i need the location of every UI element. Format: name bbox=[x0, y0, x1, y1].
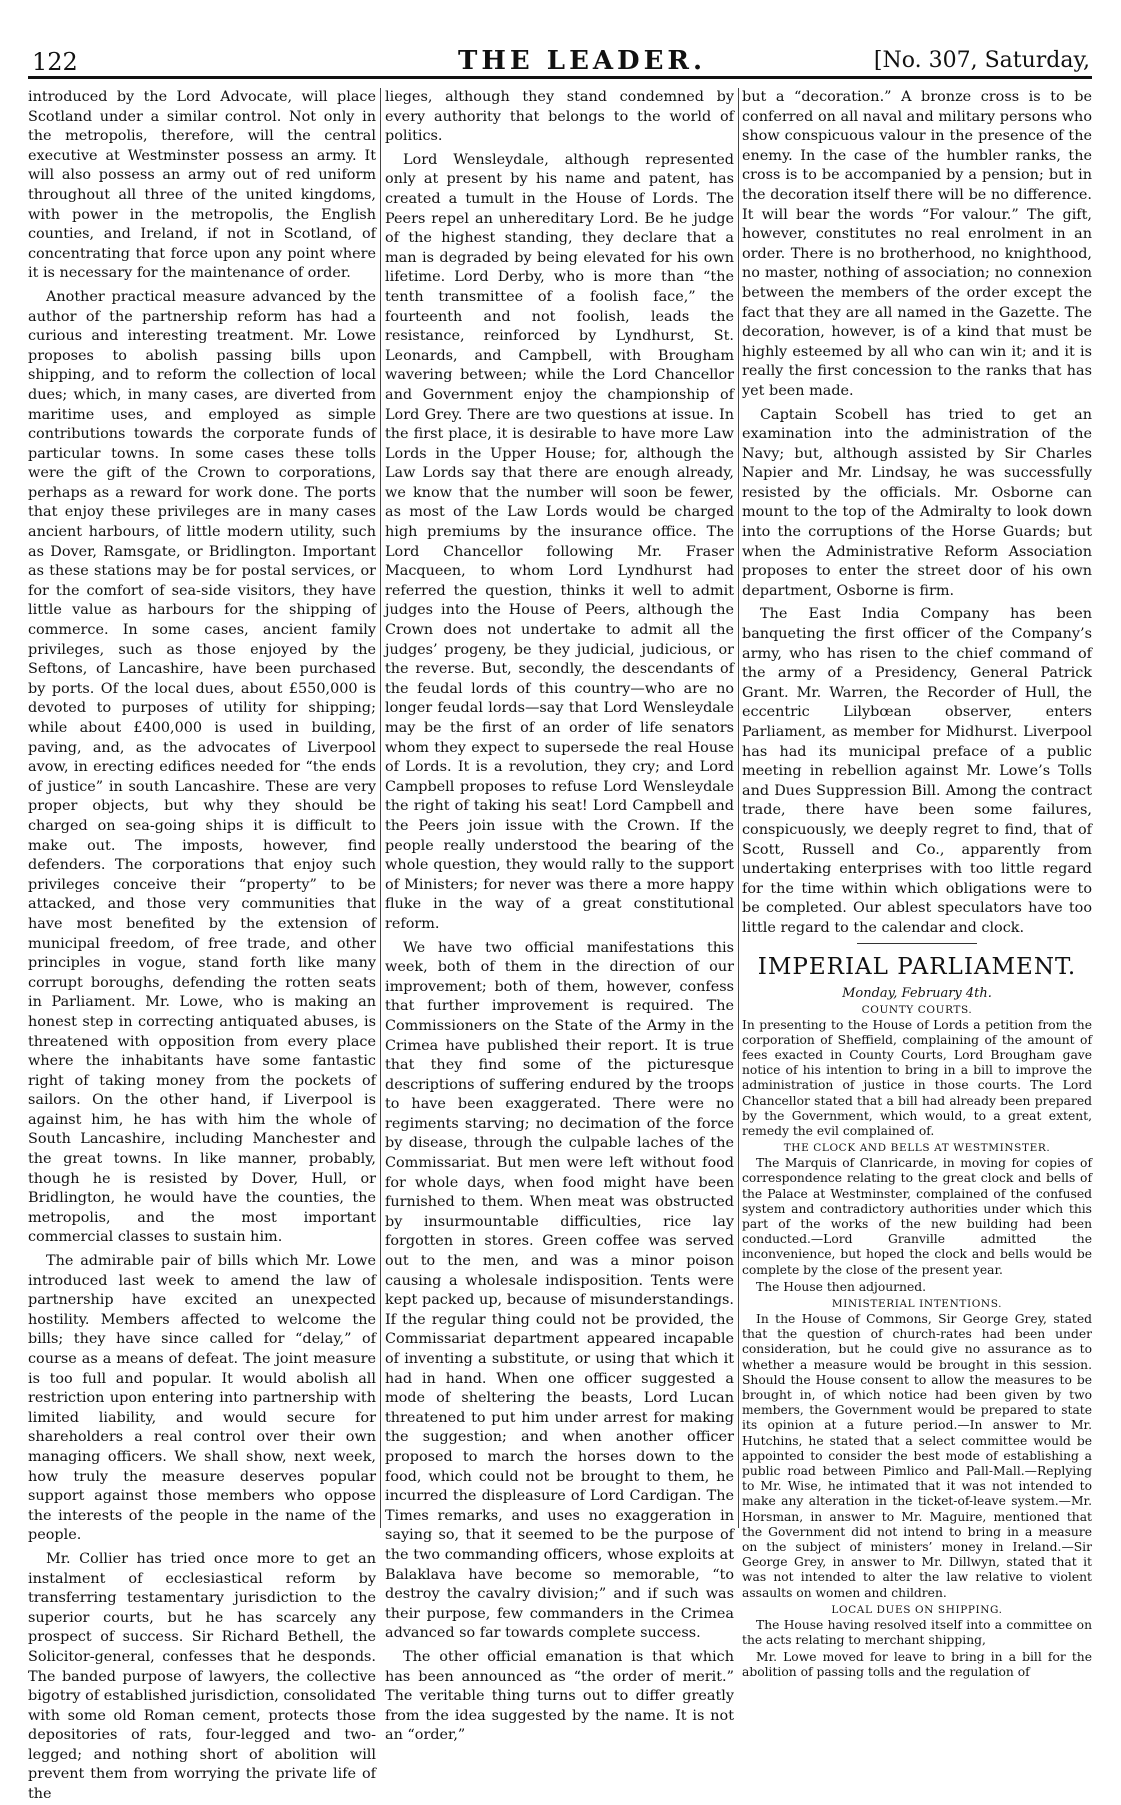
section-date: Monday, February 4th. bbox=[842, 985, 992, 1001]
subheading: MINISTERIAL INTENTIONS. bbox=[831, 1297, 1003, 1310]
parliament-report bbox=[742, 1003, 1092, 1681]
paragraph: In the House of Commons, Sir George Grey, stated that the question of church-rates had been under consideration, but he could give no assurance as to whether a measure would be brought in this session. Should the House consent to allow the measures to be brought in, of which notice had been given by two members, the Government would be prepared to state its opinion at a future period.—In answer to Mr. Hutchins, he stated that a select committee would be appointed to consider the best mode of establishing a public road between Pimlico and Pall-Mall.—Replying to Mr. Wise, he intimated that it was not intended to make any alteration in the ticket-of-leave system.—Mr. Horsman, in answer to Mr. Maguire, mentioned that the Government did not intend to bring in a measure on the subject of ministers’ money in Ireland.—Sir George Grey, in answer to Mr. Dillwyn, stated that it was not intended to alter the law relative to violent assaults on women and children. bbox=[742, 1311, 1092, 1600]
subheading: COUNTY COURTS. bbox=[861, 1003, 973, 1016]
paragraph: Mr. Lowe moved for leave to bring in a bill for the abolition of passing tolls and the regulation of bbox=[742, 1650, 1092, 1680]
column-divider bbox=[380, 88, 381, 1528]
section-rule bbox=[857, 943, 977, 944]
column-1 bbox=[28, 88, 376, 1803]
paragraph: Mr. Collier has tried once more to get an instalment of ecclesiastical reform by transferring testamentary jurisdiction to the superior courts, but he has scarcely any prospect of success. Sir Richard Bethell, the Solicitor-general, confesses that he desponds. The banded purpose of lawyers, the collective bigotry of established jurisdiction, consolidated with some old Roman cement, protects those depositories of rats, four-legged and two-legged; and nothing short of abolition will prevent them from worrying the private life of the bbox=[28, 1550, 376, 1803]
column-2 bbox=[385, 88, 734, 1744]
column-3 bbox=[742, 88, 1092, 1680]
paragraph: The admirable pair of bills which Mr. Lowe introduced last week to amend the law of partnership have excited an unexpected hostility. Members affected to welcome the bills; they have since called for “delay,” of course as a means of defeat. The joint measure is too full and popular. It would abolish all restriction upon entering into partnership with limited liability, and would secure for shareholders a real control over their own managing officers. We shall show, next week, how truly the measure deserves popular support against those members who oppose the interests of the people in the name of the people. bbox=[28, 1253, 376, 1544]
paragraph: lieges, although they stand condemned by every authority that belongs to the world of politics. bbox=[385, 89, 734, 145]
column-divider bbox=[738, 88, 739, 1528]
header-rule bbox=[28, 76, 1092, 79]
paragraph: Another practical measure advanced by the author of the partnership reform has had a curious and interesting treatment. Mr. Lowe proposes to abolish passing bills upon shipping, and to reform the collection of local dues; which, in many cases, are diverted from maritime uses, and employed as simple contributions towards the corporate funds of particular towns. In some cases these tolls were the gift of the Crown to corporations, perhaps as a reward for work done. The ports that enjoy these privileges are in many cases ancient harbours, of little modern utility, such as Dover, Ramsgate, or Bridlington. Important as these stations may be for postal services, or for the comfort of sea-side visitors, they have little value as harbours for the shipping of commerce. In some cases, ancient family privileges, such as those enjoyed by the Seftons, of Lancashire, have been purchased by ports. Of the local dues, about £550,000 is devoted to purposes of utility for shipping; while about £400,000 is used in building, paving, and, as the advocates of Liverpool avow, in erecting edifices needed for “the ends of justice” in south Lancashire. These are very proper objects, but why they should be charged on sea-going ships it is difficult to make out. The imposts, however, find defenders. The corporations that enjoy such privileges conceive their “property” to be attacked, and those very communities that have most benefited by the extension of municipal freedom, of free trade, and other principles in vogue, stand forth like many corrupt boroughs, defending the rotten seats in Parliament. Mr. Lowe, who is making an honest step in correcting antiquated abuses, is threatened with opposition from every place where the inhabitants have some fantastic right of taking money from the pockets of sailors. On the other hand, if Liverpool is against him, he has with him the whole of South Lancashire, including Manchester and the great towns. In like manner, probably, though he is resisted by Dover, Hull, or Bridlington, he would have the counties, the metropolis, and the most important commercial classes to sustain him. bbox=[28, 288, 376, 1246]
paragraph: The East India Company has been banqueting the first officer of the Company’s army, who has risen to the chief command of the army of a Presidency, General Patrick Grant. Mr. Warren, the Recorder of Hull, the eccentric Lilybœan observer, enters Parliament, as member for Midhurst. Liverpool has had its municipal preface of a public meeting in rebellion against Mr. Lowe’s Tolls and Dues Suppression Bill. Among the contract trade, there have been some failures, conspicuously, we deeply regret to find, that of Scott, Russell and Co., apparently from undertaking enterprises with too little regard for the time within which obligations were to be completed. Our ablest speculators have too little regard to the calendar and clock. bbox=[742, 606, 1092, 936]
paragraph: but a “decoration.” A bronze cross is to be conferred on all naval and military persons who show conspicuous valour in the presence of the enemy. In the case of the humbler ranks, the cross is to be accompanied by a pension; but in the decoration itself there will be no difference. It will bear the words “For valour.” The gift, however, constitutes no real enrolment in an order. There is no brotherhood, no knighthood, no master, nothing of association; no connexion between the members of the order except the fact that they are all named in the Gazette. The decoration, however, is of a kind that must be highly esteemed by all who can win it; and it is really the first concession to the ranks that has yet been made. bbox=[742, 89, 1092, 399]
section-heading: IMPERIAL PARLIAMENT. bbox=[757, 953, 1077, 980]
paragraph: The other official emanation is that which has been announced as “the order of merit.” The veritable thing turns out to differ greatly from the idea suggested by the name. It is not an “order,” bbox=[385, 1648, 734, 1744]
issue-label: [No. 307, Saturday, bbox=[873, 48, 1090, 73]
newspaper-title: THE LEADER. bbox=[458, 46, 707, 76]
subheading: THE CLOCK AND BELLS AT WESTMINSTER. bbox=[783, 1142, 1051, 1155]
paragraph: introduced by the Lord Advocate, will place Scotland under a similar control. Not only in the metropolis, therefore, will the central executive at Westminster possess an army. It will also possess an army out of red uniform throughout all three of the united kingdoms, with power in the metropolis, the English counties, and Ireland, if not in Scotland, of concentrating that force upon any point where it is necessary for the maintenance of order. bbox=[28, 89, 376, 282]
paragraph: We have two official manifestations this week, both of them in the direction of our improvement; both of them, however, confess that further improvement is required. The Commissioners on the State of the Army in the Crimea have published their report. It is true that they find some of the picturesque descriptions of suffering endured by the troops to have been exaggerated. There were no regiments starving; no decimation of the force by disease, through the culpable laches of the Commissariat. But men were left without food for whole days, when food might have been furnished to them. When meat was obstructed by insurmountable difficulties, rice lay forgotten in stores. Green coffee was served out to the men, and was a minor poison causing a wholesale indisposition. Tents were kept packed up, because of misunderstandings. If the regular thing could not be provided, the Commissariat department appeared incapable of inventing a substitute, or using that which it had in hand. When one officer suggested a mode of sheltering the beasts, Lord Lucan threatened to put him under arrest for making the suggestion; and when another officer proposed to march the horses down to the food, which could not be brought to them, he incurred the displeasure of Lord Cardigan. The Times remarks, and uses no exaggeration in saying so, that it seemed to be the purpose of the two commanding officers, whose exploits at Balaklava have become so memorable, “to destroy the cavalry division;” and if such was their purpose, few commanders in the Crimea advanced so far towards complete success. bbox=[385, 939, 734, 1642]
paragraph: Lord Wensleydale, although represented only at present by his name and patent, has created a tumult in the House of Lords. The Peers repel an unhereditary Lord. Be he judge of the highest standing, they declare that a man is degraded by being elevated for his own lifetime. Lord Derby, who is more than “the tenth transmittee of a foolish face,” the fourteenth and not foolish, leads the resistance, reinforced by Lyndhurst, St. Leonards, and Campbell, with Brougham wavering between; while the Lord Chancellor and Government enjoy the championship of Lord Grey. There are two questions at issue. In the first place, it is desirable to have more Law Lords in the Upper House; for, although the Law Lords say that there are enough already, we know that the number will soon be fewer, as most of the Law Lords would be charged high premiums by the insurance office. The Lord Chancellor following Mr. Fraser Macqueen, to whom Lord Lyndhurst had referred the question, thinks it well to admit judges into the House of Peers, although the Crown does not undertake to admit all the judges’ progeny, be they judicial, judicious, or the reverse. But, secondly, the descendants of the feudal lords of this country—who are no longer feudal lords—say that Lord Wensleydale may be the first of an order of life senators whom they expect to supersede the real House of Lords. It is a revolution, they cry; and Lord Campbell proposes to refuse Lord Wensleydale the right of taking his seat! Lord Campbell and the Peers join issue with the Crown. If the people really understood the bearing of the whole question, they would rally to the support of Ministers; for never was there a more happy fluke in the way of a great constitutional reform. bbox=[385, 151, 734, 932]
page-header bbox=[28, 44, 1090, 76]
page-number: 122 bbox=[32, 48, 78, 76]
paragraph: The House having resolved itself into a committee on the acts relating to merchant shipping, bbox=[742, 1617, 1092, 1648]
paragraph: In presenting to the House of Lords a petition from the corporation of Sheffield, complaining of the amount of fees exacted in County Courts, Lord Brougham gave notice of his intention to bring in a bill to improve the administration of justice in those courts. The Lord Chancellor stated that a bill had already been prepared by the Government, which would, to a great extent, remedy the evil complained of. bbox=[742, 1017, 1092, 1138]
paragraph: Captain Scobell has tried to get an examination into the administration of the Navy; but, although assisted by Sir Charles Napier and Mr. Lindsay, he was successfully resisted by the officials. Mr. Osborne can mount to the top of the Admiralty to look down into the corruptions of the Horse Guards; but when the Administrative Reform Association proposes to enter the street door of his own department, Osborne is firm. bbox=[742, 406, 1092, 599]
paragraph: The House then adjourned. bbox=[756, 1279, 927, 1294]
paragraph: The Marquis of Clanricarde, in moving for copies of correspondence relating to the great clock and bells of the Palace at Westminster, complained of the confused system and contradictory authorities under which this part of the works of the new building had been conducted.—Lord Granville admitted the inconvenience, but hoped the clock and bells would be complete by the close of the present year. bbox=[742, 1156, 1092, 1277]
subheading: LOCAL DUES ON SHIPPING. bbox=[831, 1603, 1003, 1616]
